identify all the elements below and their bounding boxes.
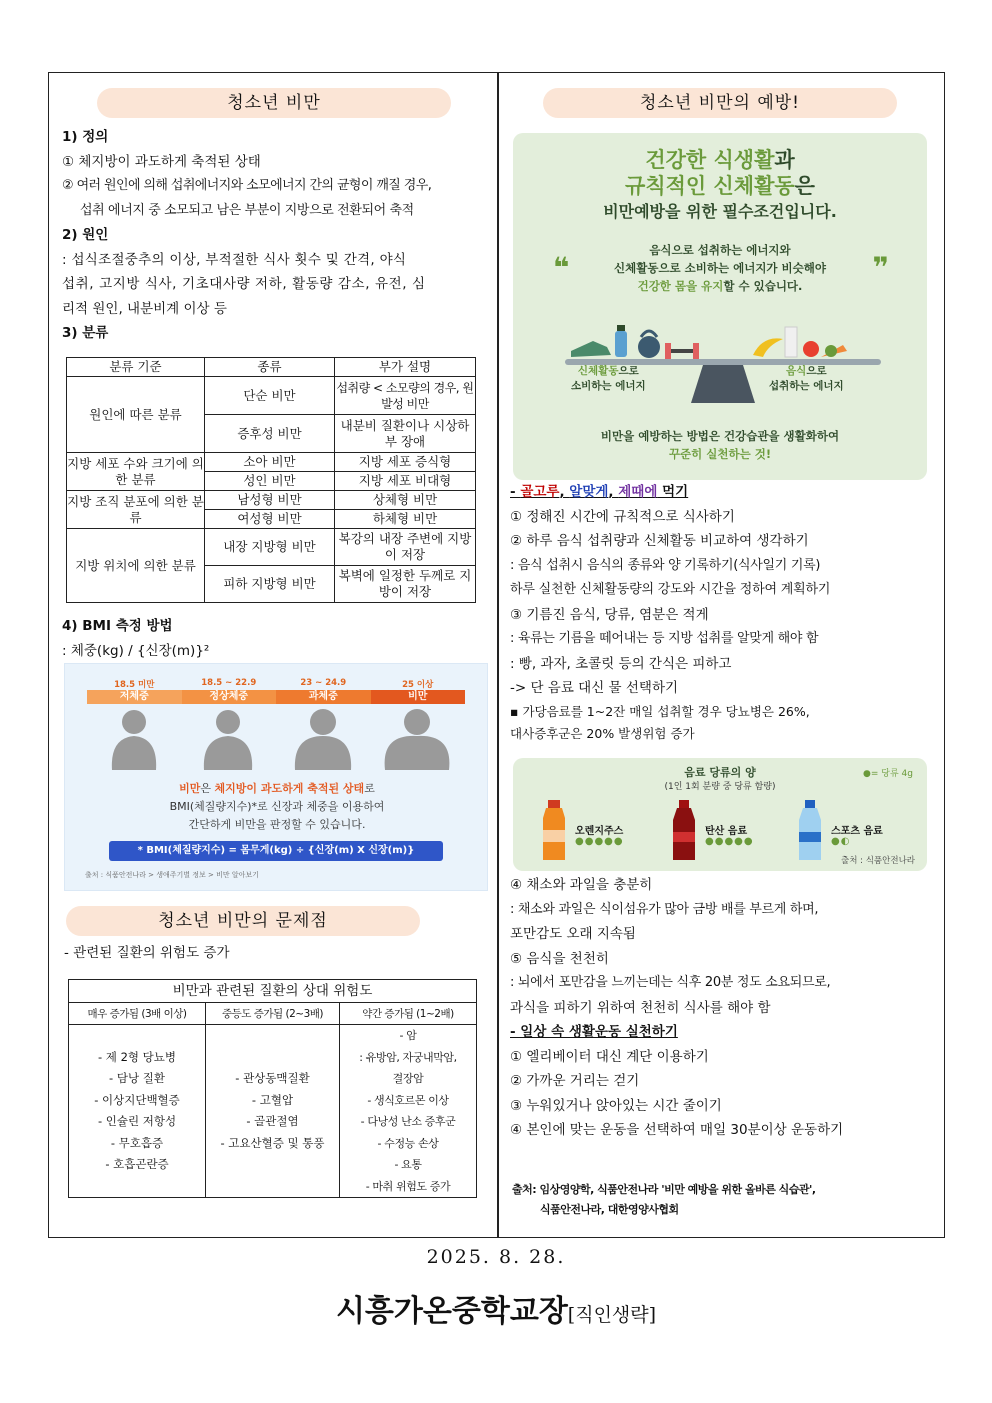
- body-silhouettes: [87, 708, 465, 770]
- exercise-heading: [510, 1020, 930, 1045]
- table-cell: 섭취량 < 소모량의 경우, 원발성 비만: [335, 377, 476, 415]
- info-footer-1: 비만을 예방하는 방법은 건강습관을 생활화하여: [600, 429, 840, 443]
- risk-header: 중등도 증가됨 (2~3배): [206, 1003, 340, 1025]
- list-item: ① 엘리베이터 대신 계단 이용하기: [510, 1048, 709, 1065]
- list-item: : 육류는 기름을 떼어내는 등 지방 섭취를 알맞게 해야 함: [510, 631, 819, 646]
- table-cell: 내분비 질환이나 시상하부 장애: [335, 415, 476, 453]
- banana-icon: [753, 338, 783, 357]
- risk-column-3: [340, 1025, 477, 1198]
- sugar-legend: ●= 당류 4g: [863, 769, 913, 779]
- prevention-title-pill: 청소년 비만의 예방!: [543, 88, 897, 118]
- bmi-category-2: 정상체중: [182, 690, 277, 704]
- risk-item: - 마취 위험도 증가: [365, 1179, 451, 1193]
- table-group: 지방 위치에 의한 분류: [67, 529, 205, 603]
- risk-item: - 담낭 질환: [109, 1071, 165, 1085]
- risk-item: - 암: [399, 1029, 417, 1042]
- bmi-category-4: 비만: [371, 690, 466, 704]
- info-heading-1: [513, 147, 927, 173]
- kettlebell-icon: [638, 331, 660, 358]
- list-item: ④ 채소와 과일을 충분히: [510, 877, 653, 893]
- eat-word-3: 제때에: [618, 484, 658, 500]
- risk-column-1: [69, 1025, 206, 1198]
- sneaker-icon: [571, 341, 611, 357]
- left-title-pill: 청소년 비만: [97, 88, 451, 118]
- list-item: 하루 실천한 신체활동량의 강도와 시간을 정하여 계획하기: [510, 582, 831, 597]
- risk-header: 약간 증가됨 (1~2배): [340, 1003, 477, 1025]
- definition-heading: 1) 정의: [62, 129, 109, 145]
- source-line-2: 식품안전나라, 대한영양사협회: [540, 1203, 679, 1216]
- list-item: -> 단 음료 대신 물 선택하기: [510, 680, 679, 696]
- table-cell: 소아 비만: [205, 453, 335, 472]
- table-cell: 남성형 비만: [205, 491, 335, 510]
- info-left-sub: 소비하는 에너지: [571, 380, 646, 392]
- risk-item: - 수정능 손상: [377, 1136, 439, 1150]
- risk-item: - 생식호르몬 이상: [367, 1093, 449, 1107]
- bmi-range-2: 18.5 ~ 22.9: [201, 678, 257, 688]
- classification-heading: 3) 분류: [62, 325, 109, 341]
- document-date: 2025. 8. 28.: [426, 1246, 566, 1268]
- table-header: 부가 설명: [335, 358, 476, 377]
- bmi-text: [62, 614, 209, 663]
- info-highlight: 건강한 식생활: [645, 148, 775, 172]
- principal-name: 시흥가온중학교장: [335, 1294, 568, 1329]
- bmi-formula-banner: * BMI(체질량지수) = 몸무게(kg) ÷ {신장(m) X 신장(m)}: [109, 841, 443, 861]
- info-left-part: 으로: [618, 365, 639, 377]
- water-bottle-icon: [615, 325, 627, 357]
- list-item: 대사증후군은 20% 발생위험 증가: [510, 725, 695, 741]
- eat-tail: 먹기: [657, 484, 689, 500]
- risk-header: 매우 증가됨 (3배 이상): [69, 1003, 206, 1025]
- bmi-formula: : 체중(kg) / {신장(m)}²: [62, 642, 210, 659]
- bmi-category-1: 저체중: [87, 690, 182, 704]
- prevention-list: [510, 480, 930, 745]
- bmi-heading: 4) BMI 측정 방법: [62, 618, 173, 634]
- eat-dash: -: [510, 484, 521, 500]
- cause-3: 리적 원인, 내분비계 이상 등: [62, 300, 227, 317]
- bmi-caption-3: 간단하게 비만을 판정할 수 있습니다.: [188, 818, 366, 831]
- exercise-heading-text: - 일상 속 생활운동 실천하기: [510, 1024, 678, 1040]
- person-icon: [385, 709, 450, 770]
- info-heading-part: 은: [794, 174, 815, 198]
- risk-item: - 고혈압: [251, 1092, 294, 1107]
- table-cell: 하체형 비만: [335, 510, 476, 529]
- list-item: ④ 본인에 맞는 운동을 선택하여 매일 30분이상 운동하기: [510, 1122, 844, 1138]
- table-cell: 피하 지방형 비만: [205, 566, 335, 603]
- bmi-infographic: [64, 663, 488, 891]
- vegetables-icon: [803, 341, 847, 357]
- list-item: ③ 기름진 음식, 당류, 염분은 적게: [510, 606, 709, 623]
- bmi-caption-highlight: 체지방이 과도하게 축적된 상태: [214, 782, 365, 795]
- list-item: ▪ 가당음료를 1~2잔 매일 섭취할 경우 당뇨병은 26%,: [510, 703, 810, 719]
- info-right-highlight: 음식: [786, 365, 807, 377]
- bmi-range-3: 23 ~ 24.9: [300, 678, 347, 688]
- risk-item: - 인슐린 저항성: [97, 1114, 177, 1128]
- prevention-list-2: [510, 873, 930, 1143]
- classification-table: [66, 357, 476, 603]
- eat-heading: [510, 480, 930, 505]
- risk-item: : 유방암, 자궁내막암,: [359, 1050, 457, 1064]
- bmi-caption-1: [65, 780, 489, 798]
- bmi-caption-part: 은: [200, 782, 215, 795]
- cause-2: 섭취, 고지방 식사, 기초대사량 저하, 활동량 감소, 유전, 심: [62, 276, 426, 292]
- bmi-source: 출처 : 식품안전나라 > 생애주기별 정보 > 비만 알아보기: [85, 871, 259, 879]
- eat-word-1: 골고루: [520, 484, 560, 500]
- eat-comma: ,: [608, 484, 619, 500]
- table-group: 지방 조직 분포에 의한 분류: [67, 491, 205, 529]
- info-right-sub: 섭취하는 에너지: [769, 380, 844, 392]
- info-quote-3: [513, 277, 927, 295]
- bmi-caption-2: BMI(체질량지수)*로 신장과 체중을 이용하여: [169, 800, 385, 813]
- risk-table: [68, 979, 477, 1198]
- list-item: : 음식 섭취시 음식의 종류와 양 기록하기(식사일기 기록): [510, 557, 821, 573]
- info-right-part: 으로: [806, 365, 827, 377]
- risk-column-2: [206, 1025, 340, 1198]
- orange-juice-bottle-icon: [541, 800, 567, 862]
- table-header: 분류 기준: [67, 358, 205, 377]
- info-quote-2: 신체활동으로 소비하는 에너지가 비슷해야: [614, 261, 826, 275]
- risk-item: - 이상지단백혈증: [94, 1092, 180, 1107]
- list-item: ① 정해진 시간에 규칙적으로 식사하기: [510, 508, 735, 525]
- drink-dots-1: ●●●●●: [575, 836, 624, 847]
- info-heading-part: 과: [774, 148, 795, 172]
- column-divider: [497, 72, 499, 1238]
- prevention-infographic: [513, 133, 927, 480]
- milk-icon: [785, 327, 797, 357]
- info-heading-3: 비만예방을 위한 필수조건입니다.: [603, 202, 837, 221]
- table-header: 종류: [205, 358, 335, 377]
- cause-1: : 섭식조절중추의 이상, 부적절한 식사 횟수 및 간격, 야식: [62, 251, 407, 268]
- table-cell: 증후성 비만: [205, 415, 335, 453]
- table-group: 지방 세포 수와 크기에 의한 분류: [67, 453, 205, 491]
- risk-item: 결장암: [392, 1072, 424, 1085]
- drink-label-3: 스포츠 음료: [831, 826, 883, 837]
- sugar-subtitle: (1인 1회 분량 중 당류 함량): [664, 782, 776, 792]
- table-cell: 지방 세포 비대형: [335, 472, 476, 491]
- person-icon: [112, 710, 156, 770]
- table-group: 원인에 따른 분류: [67, 377, 205, 453]
- table-cell: 복벽에 일정한 두께로 지방이 저장: [335, 566, 476, 603]
- signature-line: [0, 1286, 992, 1330]
- definition-1: ① 체지방이 과도하게 축적된 상태: [62, 153, 261, 170]
- person-icon: [204, 710, 252, 770]
- bmi-range-1: 18.5 미만: [114, 680, 155, 690]
- eat-word-2: 알맞게: [569, 484, 609, 500]
- bmi-range-4: 25 이상: [402, 680, 434, 690]
- risk-item: - 다낭성 난소 증후군: [360, 1115, 456, 1128]
- list-item: ③ 누워있거나 앉아있는 시간 줄이기: [510, 1097, 722, 1114]
- table-cell: 지방 세포 증식형: [335, 453, 476, 472]
- drink-dots-2: ●●●●●: [705, 836, 754, 847]
- open-quote-icon: ❝: [553, 251, 570, 284]
- close-quote-icon: ❞: [872, 251, 889, 284]
- bmi-caption-word: 비만: [179, 782, 201, 795]
- drink-label-2: 탄산 음료: [705, 826, 748, 837]
- definition-2: ② 여러 원인에 의해 섭취에너지와 소모에너지 간의 균형이 깨질 경우,: [62, 178, 432, 193]
- info-quote-part: 할 수 있습니다.: [723, 279, 803, 293]
- bmi-category-3: 과체중: [276, 690, 371, 704]
- info-left-highlight: 신체활동: [577, 365, 619, 377]
- soda-bottle-icon: [671, 800, 697, 862]
- bmi-caption-part: 로: [364, 782, 375, 795]
- sources: [512, 1180, 816, 1220]
- source-line-1: 출처: 임상영양학, 식품안전나라 '비만 예방을 위한 올바른 식습관',: [512, 1183, 816, 1196]
- info-footer-2: 꾸준히 실천하는 것!: [668, 447, 772, 461]
- info-highlight: 규칙적인 신체활동: [625, 174, 795, 198]
- list-item: 포만감도 오래 지속됨: [510, 926, 636, 942]
- risk-item: - 요통: [394, 1158, 422, 1171]
- risk-item: - 골관절염: [246, 1114, 299, 1128]
- table-cell: 여성형 비만: [205, 510, 335, 529]
- sports-drink-bottle-icon: [797, 800, 823, 862]
- left-text-block: [62, 125, 486, 346]
- risk-item: - 고요산혈증 및 통풍: [220, 1135, 325, 1150]
- drink-label-1: 오렌지주스: [575, 826, 624, 837]
- sugar-source: 출처 : 식품안전나라: [841, 856, 915, 866]
- table-cell: 내장 지방형 비만: [205, 529, 335, 566]
- drink-dots-3: ●◐: [831, 836, 851, 847]
- risk-item: - 무호흡증: [110, 1135, 164, 1150]
- risk-item: - 호흡곤란증: [105, 1157, 169, 1171]
- table-cell: 상체형 비만: [335, 491, 476, 510]
- seal-omitted: [직인생략]: [567, 1304, 657, 1326]
- list-item: ⑤ 음식을 천천히: [510, 950, 609, 967]
- risk-item: - 제 2형 당뇨병: [98, 1049, 176, 1064]
- info-left-label: [571, 364, 646, 379]
- info-quote-highlight: 건강한 몸을 유지: [637, 279, 724, 293]
- list-item: : 채소와 과일은 식이섬유가 많아 금방 배를 부르게 하며,: [510, 901, 819, 917]
- drink-sugar-infographic: [513, 758, 927, 871]
- info-right-label: [769, 364, 844, 379]
- table-cell: 단순 비만: [205, 377, 335, 415]
- cause-heading: 2) 원인: [62, 227, 109, 243]
- info-heading-2: [513, 173, 927, 199]
- list-item: : 뇌에서 포만감을 느끼는데는 식후 20분 정도 소요되므로,: [510, 975, 831, 990]
- table-cell: 복강의 내장 주변에 지방이 저장: [335, 529, 476, 566]
- problem-text: - 관련된 질환의 위험도 증가: [64, 945, 230, 961]
- table-cell: 성인 비만: [205, 472, 335, 491]
- list-item: ② 하루 음식 섭취량과 신체활동 비교하여 생각하기: [510, 533, 809, 549]
- risk-table-title: 비만과 관련된 질환의 상대 위험도: [69, 980, 477, 1003]
- list-item: 과식을 피하기 위하여 천천히 식사를 해야 함: [510, 999, 771, 1016]
- risk-item: - 관상동맥질환: [235, 1071, 310, 1085]
- list-item: : 빵, 과자, 초콜릿 등의 간식은 피하고: [510, 655, 732, 672]
- definition-3: 섭취 에너지 중 소모되고 남은 부분이 지방으로 전환되어 축적: [80, 202, 414, 218]
- list-item: ② 가까운 거리는 걷기: [510, 1073, 640, 1089]
- person-icon: [295, 709, 351, 770]
- dumbbell-icon: [665, 343, 699, 359]
- eat-comma: ,: [559, 484, 570, 500]
- sugar-title: 음료 당류의 양: [684, 766, 756, 779]
- info-quote-1: 음식으로 섭취하는 에너지와: [649, 243, 791, 257]
- problem-title-pill: 청소년 비만의 문제점: [66, 906, 420, 936]
